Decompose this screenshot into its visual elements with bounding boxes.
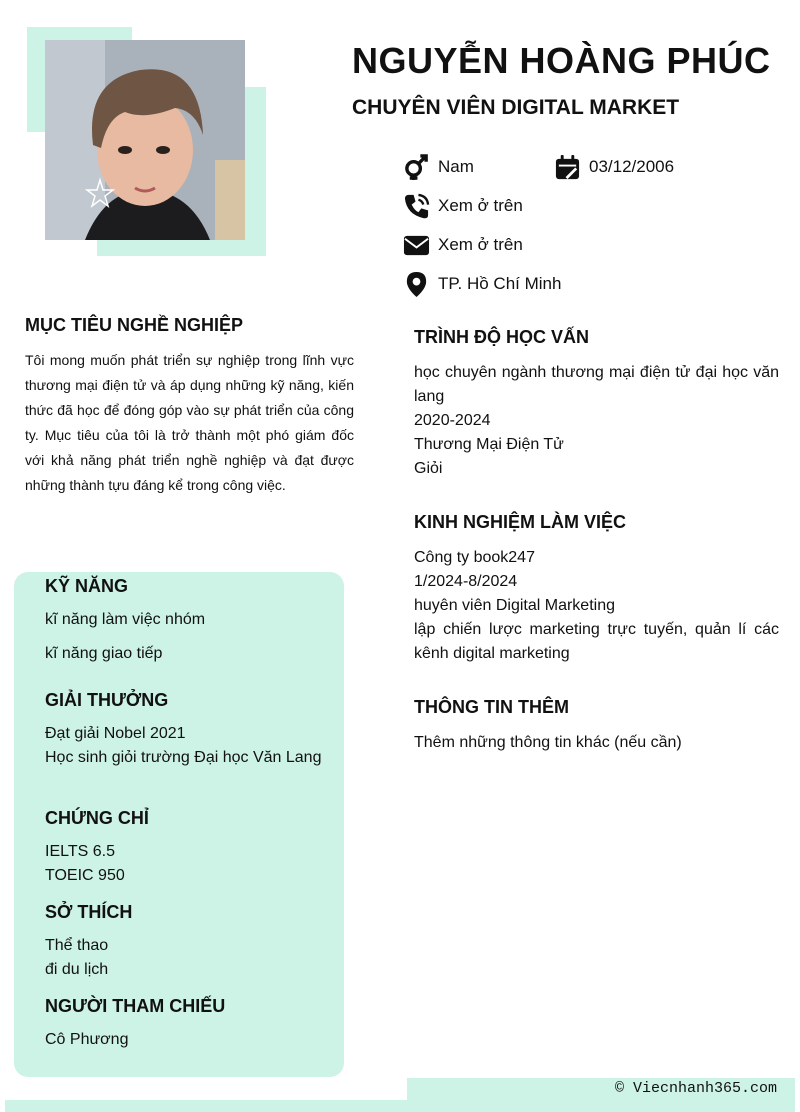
skill-item: kĩ năng làm việc nhóm [45,611,206,628]
certificates-title: CHỨNG CHỈ [45,808,149,828]
education-school: học chuyên ngành thương mại điện tử đại học văn lang [414,364,779,405]
gender-value: Nam [438,157,474,176]
birthdate-value: 03/12/2006 [589,157,675,176]
info-phone [402,192,523,220]
experience-period: 1/2024-8/2024 [414,573,518,590]
experience-title: KINH NGHIỆM LÀM VIỆC [414,512,627,532]
info-gender [402,153,474,181]
certificate-item: IELTS 6.5 [45,843,115,860]
extra-info-title: THÔNG TIN THÊM [414,697,569,717]
award-item: Học sinh giỏi trường Đại học Văn Lang [45,749,322,766]
skill-item: kĩ năng giao tiếp [45,645,163,662]
info-address [402,270,561,298]
envelope-icon [402,231,430,259]
email-value: Xem ở trên [438,235,523,254]
objective-text: Tôi mong muốn phát triển sự nghiệp trong lĩnh vực thương mại điện tử và áp dụng những kỹ năng, kiến thức đã học để đóng góp vào sự phát triển của công ty. Mục tiêu của tôi là trở thành một phó giám đốc với khả năng phát triển nghề nghiệp và đạt được những thành tựu đáng kể trong công việc. [25,352,354,493]
avatar [45,40,245,240]
gender-icon [402,153,430,181]
hobby-item: Thể thao [45,937,109,954]
reference-item: Cô Phương [45,1031,129,1048]
location-pin-icon [402,270,430,298]
experience-position: huyên viên Digital Marketing [414,597,615,614]
award-item: Đạt giải Nobel 2021 [45,725,186,742]
certificate-item: TOEIC 950 [45,867,125,884]
experience-content [414,546,779,666]
candidate-name: NGUYỄN HOÀNG PHÚC [352,40,771,81]
skills-title: KỸ NĂNG [45,576,129,596]
job-title: CHUYÊN VIÊN DIGITAL MARKET [352,96,680,119]
experience-description: lập chiến lược marketing trực tuyến, quản lí các kênh digital marketing [414,621,779,662]
info-email [402,231,523,259]
education-content [414,361,779,481]
phone-value: Xem ở trên [438,196,523,215]
phone-icon [402,192,430,220]
extra-info-content [414,731,779,755]
education-title: TRÌNH ĐỘ HỌC VẤN [414,327,589,347]
copyright-text: © Viecnhanh365.com [614,1080,777,1097]
side-panel [14,572,344,1077]
hobby-item: đi du lịch [45,961,109,978]
education-period: 2020-2024 [414,412,491,429]
awards-title: GIẢI THƯỞNG [45,690,169,710]
objective-title: MỤC TIÊU NGHỀ NGHIỆP [25,315,244,335]
education-grade: Giỏi [414,460,443,477]
hobbies-title: SỞ THÍCH [45,902,133,922]
address-value: TP. Hồ Chí Minh [438,274,562,293]
experience-company: Công ty book247 [414,549,535,566]
education-major: Thương Mại Điện Tử [414,436,564,453]
extra-info-text: Thêm những thông tin khác (nếu cần) [414,734,682,751]
references-title: NGƯỜI THAM CHIẾU [45,996,226,1016]
info-birthdate [553,153,674,181]
avatar-portrait [45,40,245,240]
calendar-icon [553,153,581,181]
